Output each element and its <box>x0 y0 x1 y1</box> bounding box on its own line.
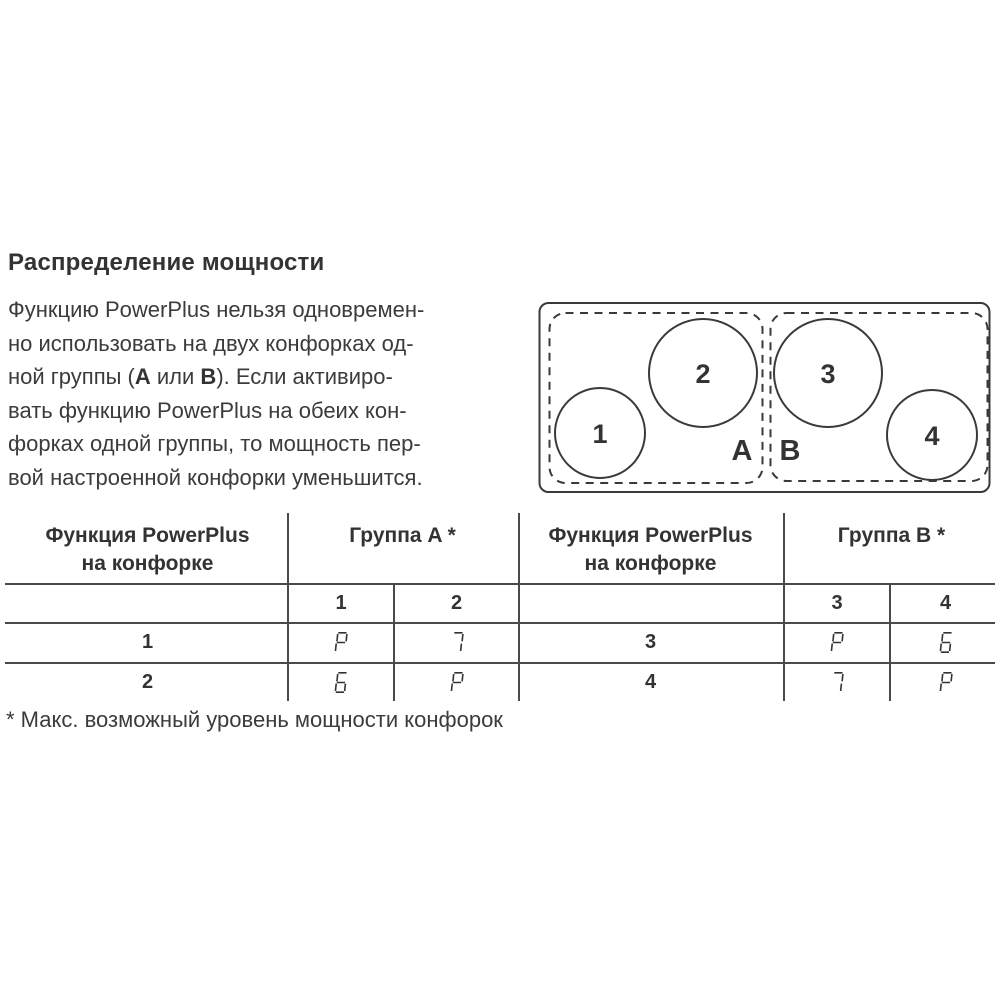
group-b-inline: В <box>200 364 217 389</box>
display-value <box>395 624 518 660</box>
group-b-label: B <box>779 435 801 467</box>
header-function-b: Функция PowerPlus на конфорке <box>548 524 753 575</box>
burner-3-label: 3 <box>820 359 836 389</box>
row-burner-label: 2 <box>141 670 154 693</box>
subcol-2: 2 <box>450 591 463 614</box>
burner-1-label: 1 <box>592 419 608 449</box>
paragraph-line: форках одной группы, то мощность пер- <box>8 431 421 456</box>
row-burner-label: 4 <box>644 670 657 693</box>
header-group-b: Группа B * <box>837 524 946 547</box>
page-title: Распределение мощности <box>8 249 325 276</box>
burner-2-label: 2 <box>695 359 711 389</box>
cooktop-outline <box>540 303 990 492</box>
paragraph-line: но использовать на двух конфорках од- <box>8 330 414 356</box>
subcol-4: 4 <box>939 591 952 614</box>
table-footnote: * Макс. возможный уровень мощности конфорок <box>6 707 503 732</box>
display-value <box>395 664 518 700</box>
cooktop-diagram <box>537 298 992 498</box>
header-function-a: Функция PowerPlus на конфорке <box>45 524 250 575</box>
header-group-a: Группа A * <box>349 524 456 547</box>
group-a-label: A <box>731 435 753 467</box>
display-value <box>891 664 1000 700</box>
display-value <box>289 624 393 660</box>
display-value <box>785 664 889 700</box>
subcol-1: 1 <box>335 591 347 614</box>
display-value <box>891 624 1000 660</box>
display-value <box>289 664 393 700</box>
burner-4-label: 4 <box>924 421 940 451</box>
group-a-inline: А <box>134 364 151 389</box>
paragraph-line: вать функцию PowerPlus на обеих кон- <box>8 397 407 423</box>
paragraph-line: ной группы (А или В). Если активиро- <box>8 364 393 389</box>
row-burner-label: 1 <box>141 630 154 653</box>
row-burner-label: 3 <box>644 630 657 653</box>
power-distribution-table <box>0 513 1000 703</box>
paragraph-line: вой настроенной конфорки уменьшится. <box>8 464 423 490</box>
display-value <box>785 624 889 660</box>
body-paragraph <box>8 293 508 494</box>
paragraph-line: Функцию PowerPlus нельзя одновремен- <box>8 297 425 322</box>
subcol-3: 3 <box>831 591 843 614</box>
